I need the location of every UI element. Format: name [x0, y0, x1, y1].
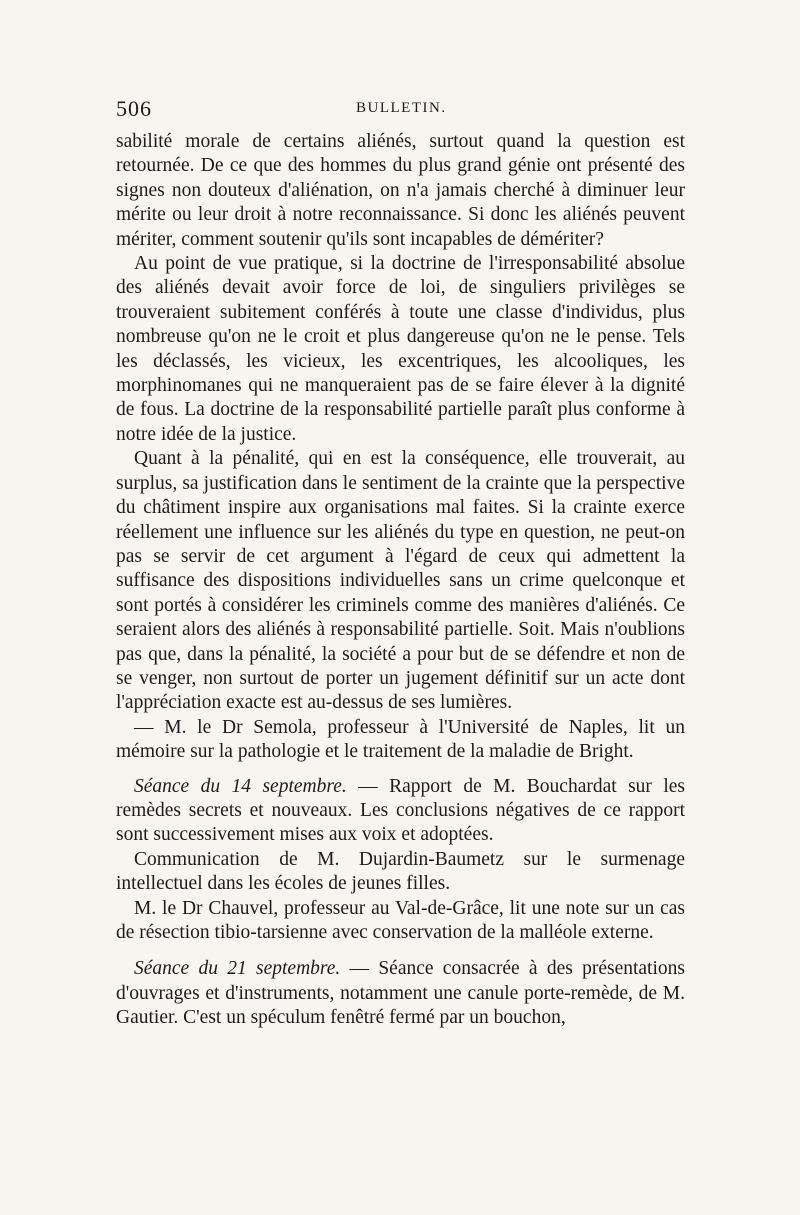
running-title: BULLETIN.: [356, 100, 447, 116]
paragraph-penalite: Quant à la pénalité, qui en est la conséquence, elle trouverait, au surplus, sa justification dans le sentiment de la crainte que la perspective du châtiment inspire aux organisations mal faites. Si la crainte exerce réellement une influence sur les aliénés du type en question, ne peut-on pas se servir de cet argument à l'égard de ceux qui admettent la suffisance des dispositions individuelles sans un crime quelconque et sont portés à considérer les criminels comme des manières d'aliénés. Ce seraient alors des aliénés à responsabilité partielle. Soit. Mais n'oublions pas que, dans la pénalité, la société a pour but de se défendre et non de se venger, non surtout de porter un jugement définitif sur un acte dont l'appréciation exacte est au-dessus de ses lumières.: [116, 448, 685, 714]
paragraph-seance-21-septembre: [116, 957, 685, 1030]
page-number: 506: [116, 96, 152, 121]
paragraph-point-de-vue-pratique: Au point de vue pratique, si la doctrine de l'irresponsabilité absolue des aliénés devait avoir force de loi, de singuliers privilèges se trouveraient subitement conférés à toute une classe d'individus, plus nombreuse qu'on ne le croit et plus dangereuse qu'on ne le pense. Tels les déclassés, les vicieux, les excentriques, les alcooliques, les morphinomanes qui ne manqueraient pas de se faire élever à la dignité de fous. La doctrine de la responsabilité partielle paraît plus conforme à notre idée de la justice.: [116, 253, 685, 445]
paragraph-dujardin-baumetz: Communication de M. Dujardin-Baumetz sur le surmenage intellectuel dans les écoles de jeunes filles.: [116, 848, 685, 895]
seance-21-text: — Séance consacrée à des présentations d'ouvrages et d'instruments, notamment une canule porte-remède, de M. Gautier. C'est un spéculum fenêtré fermé par un bouchon,: [116, 958, 685, 1029]
seance-14-text: — Rapport de M. Bouchardat sur les remèdes secrets et nouveaux. Les conclusions négatives de ce rapport sont successivement mises aux voix et adoptées.: [116, 775, 685, 846]
paragraph-semola-memoire: — M. le Dr Semola, professeur à l'Université de Naples, lit un mémoire sur la pathologie et le traitement de la maladie de Bright.: [116, 716, 685, 763]
paragraph-seance-14-septembre: [116, 775, 685, 848]
paragraph-responsabilite-morale: sabilité morale de certains aliénés, surtout quand la question est retournée. De ce que des hommes du plus grand génie ont présenté des signes non douteux d'aliénation, on n'a jamais cherché à diminuer leur mérite ou leur droit à notre reconnaissance. Si donc les aliénés peuvent mériter, comment soutenir qu'ils sont incapables de démériter?: [116, 131, 685, 250]
paragraph-chauvel-note: M. le Dr Chauvel, professeur au Val-de-Grâce, lit une note sur un cas de résection tibio-tarsienne avec conservation de la malléole externe.: [116, 897, 685, 943]
body-text: [116, 130, 685, 1031]
page-header: [116, 96, 686, 122]
seance-date-14-septembre: Séance du 14 septembre.: [134, 775, 347, 797]
seance-date-21-septembre: Séance du 21 septembre.: [134, 958, 341, 980]
